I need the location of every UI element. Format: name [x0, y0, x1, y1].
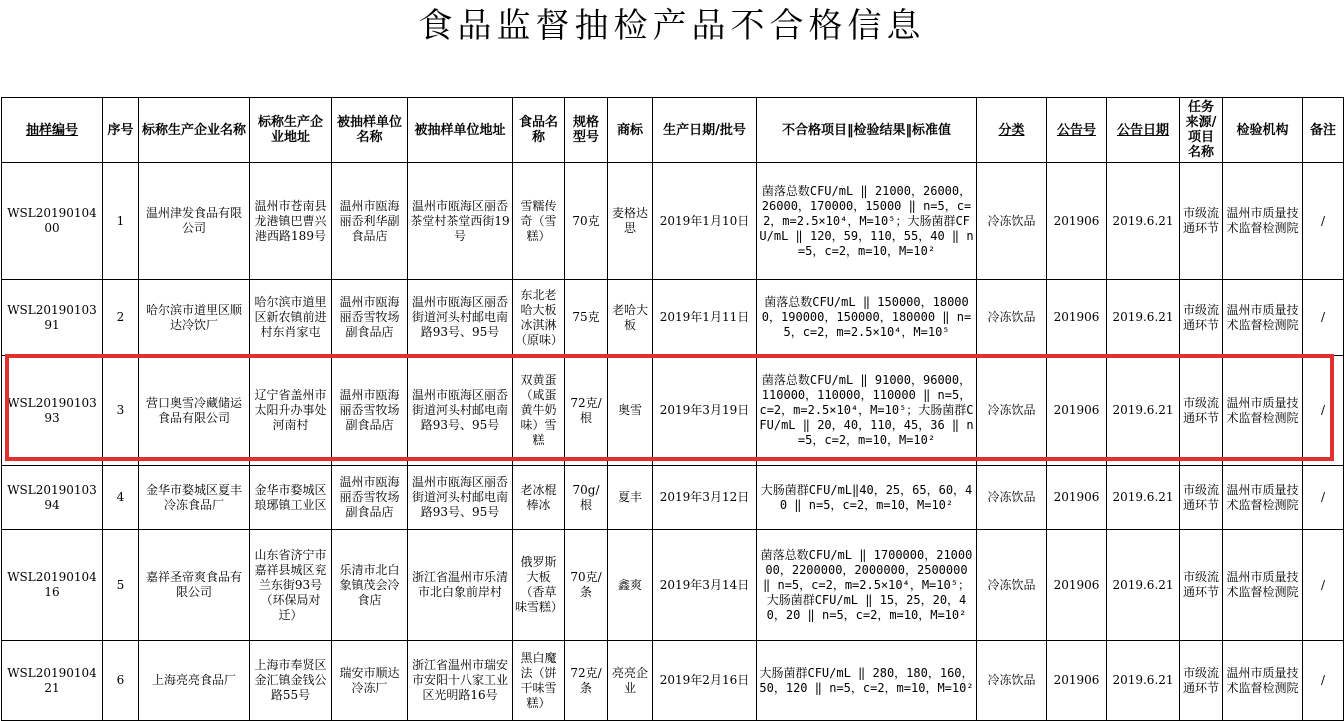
cell-inspector: 温州市质量技术监督检测院	[1223, 641, 1303, 721]
table-row	[2, 280, 1344, 356]
cell-sampled-address: 温州市瓯海区丽岙街道河头村邮电南路93号、95号	[408, 466, 513, 530]
cell-producer: 嘉祥圣帝爽食品有限公司	[139, 530, 250, 641]
cell-producer: 金华市婺城区夏丰冷冻食品厂	[139, 466, 250, 530]
cell-task-source: 市级流通环节	[1180, 530, 1223, 641]
cell-producer: 营口奥雪冷藏储运食品有限公司	[139, 356, 250, 466]
cell-notice-date: 2019.6.21	[1107, 356, 1180, 466]
cell-notice-no: 201906	[1047, 466, 1107, 530]
header-producer-address: 标称生产企业地址	[250, 98, 332, 163]
cell-notice-no: 201906	[1047, 163, 1107, 280]
cell-spec: 72克/条	[565, 641, 608, 721]
cell-food-name: 俄罗斯大板（香草味雪糕）	[513, 530, 565, 641]
cell-notice-date: 2019.6.21	[1107, 163, 1180, 280]
cell-sample-no: WSL2019010416	[2, 530, 103, 641]
cell-production-date: 2019年1月10日	[653, 163, 757, 280]
cell-sample-no: WSL2019010400	[2, 163, 103, 280]
header-sampled-unit: 被抽样单位名称	[332, 98, 408, 163]
cell-producer: 上海亮亮食品厂	[139, 641, 250, 721]
cell-index: 3	[103, 356, 139, 466]
cell-category: 冷冻饮品	[977, 466, 1047, 530]
cell-brand: 亮亮企业	[608, 641, 653, 721]
cell-sample-no: WSL2019010391	[2, 280, 103, 356]
header-inspector: 检验机构	[1223, 98, 1303, 163]
cell-producer: 温州津发食品有限公司	[139, 163, 250, 280]
header-notice-no: 公告号	[1047, 98, 1107, 163]
cell-spec: 72克/根	[565, 356, 608, 466]
cell-remark: /	[1303, 356, 1344, 466]
cell-nonconforming-items: 菌落总数CFU/mL ‖ 21000，26000，26000，170000，15000 ‖ n=5，c=2，m=2.5×10⁴，M=10⁵；大肠菌群CFU/mL ‖ 120，59，110，55，40 ‖ n=5，c=2，m=10，M=10²	[757, 163, 977, 280]
table-row	[2, 530, 1344, 641]
cell-brand: 老哈大板	[608, 280, 653, 356]
cell-producer: 哈尔滨市道里区顺达冷饮厂	[139, 280, 250, 356]
header-production-date: 生产日期/批号	[653, 98, 757, 163]
cell-sampled-unit: 乐清市北白象镇茂会冷食店	[332, 530, 408, 641]
cell-nonconforming-items: 菌落总数CFU/mL ‖ 150000，180000，190000，150000，180000 ‖ n=5，c=2，m=2.5×10⁴，M=10⁵	[757, 280, 977, 356]
header-sampled-address: 被抽样单位地址	[408, 98, 513, 163]
cell-notice-date: 2019.6.21	[1107, 466, 1180, 530]
cell-notice-date: 2019.6.21	[1107, 530, 1180, 641]
header-spec: 规格型号	[565, 98, 608, 163]
cell-spec: 70g/根	[565, 466, 608, 530]
cell-remark: /	[1303, 280, 1344, 356]
cell-sampled-unit: 温州市瓯海丽岙雪牧场副食品店	[332, 280, 408, 356]
cell-sample-no: WSL2019010394	[2, 466, 103, 530]
nonconforming-products-table	[1, 97, 1344, 721]
cell-brand: 奥雪	[608, 356, 653, 466]
header-category: 分类	[977, 98, 1047, 163]
cell-production-date: 2019年3月19日	[653, 356, 757, 466]
header-row	[2, 98, 1344, 163]
cell-brand: 鑫爽	[608, 530, 653, 641]
cell-nonconforming-items: 大肠菌群CFU/mL ‖ 280，180，160，50，120 ‖ n=5，c=2，m=10，M=10²	[757, 641, 977, 721]
cell-category: 冷冻饮品	[977, 356, 1047, 466]
cell-production-date: 2019年2月16日	[653, 641, 757, 721]
cell-category: 冷冻饮品	[977, 641, 1047, 721]
cell-production-date: 2019年3月14日	[653, 530, 757, 641]
header-food-name: 食品名称	[513, 98, 565, 163]
cell-task-source: 市级流通环节	[1180, 466, 1223, 530]
cell-notice-no: 201906	[1047, 356, 1107, 466]
cell-nonconforming-items: 菌落总数CFU/mL ‖ 91000，96000，110000，110000，110000 ‖ n=5，c=2，m=2.5×10⁴，M=10⁵；大肠菌群CFU/mL ‖ 20，40，110，45，36 ‖ n=5，c=2，m=10，M=10²	[757, 356, 977, 466]
cell-sample-no: WSL2019010421	[2, 641, 103, 721]
cell-remark: /	[1303, 163, 1344, 280]
cell-remark: /	[1303, 641, 1344, 721]
cell-category: 冷冻饮品	[977, 530, 1047, 641]
cell-brand: 夏丰	[608, 466, 653, 530]
cell-spec: 70克	[565, 163, 608, 280]
cell-category: 冷冻饮品	[977, 280, 1047, 356]
header-task-source: 任务来源/项目名称	[1180, 98, 1223, 163]
cell-remark: /	[1303, 466, 1344, 530]
cell-food-name: 双黄蛋（咸蛋黄牛奶味）雪糕	[513, 356, 565, 466]
cell-notice-no: 201906	[1047, 641, 1107, 721]
cell-brand: 麦格达思	[608, 163, 653, 280]
cell-nonconforming-items: 大肠菌群CFU/mL‖40，25，65，60，40 ‖ n=5，c=2，m=10，M=10²	[757, 466, 977, 530]
cell-index: 5	[103, 530, 139, 641]
table-row	[2, 641, 1344, 721]
header-sample-no: 抽样编号	[2, 98, 103, 163]
page-title: 食品监督抽检产品不合格信息	[418, 6, 926, 46]
cell-inspector: 温州市质量技术监督检测院	[1223, 280, 1303, 356]
cell-sampled-unit: 瑞安市顺达冷冻厂	[332, 641, 408, 721]
cell-production-date: 2019年3月12日	[653, 466, 757, 530]
cell-spec: 70克/条	[565, 530, 608, 641]
cell-sampled-unit: 温州市瓯海丽岙雪牧场副食品店	[332, 356, 408, 466]
cell-notice-date: 2019.6.21	[1107, 641, 1180, 721]
cell-producer-address: 哈尔滨市道里区新农镇前进村东肖家屯	[250, 280, 332, 356]
cell-sampled-address: 温州市瓯海区丽岙街道河头村邮电南路93号、95号	[408, 280, 513, 356]
header-nonconforming-items: 不合格项目‖检验结果‖标准值	[757, 98, 977, 163]
cell-index: 4	[103, 466, 139, 530]
cell-spec: 75克	[565, 280, 608, 356]
cell-sampled-address: 温州市瓯海区丽岙茶堂村茶堂西街19号	[408, 163, 513, 280]
header-brand: 商标	[608, 98, 653, 163]
cell-nonconforming-items: 菌落总数CFU/mL ‖ 1700000，2100000，2200000，2000000，2500000 ‖ n=5，c=2，m=2.5×10⁴，M=10⁵；大肠菌群CFU/mL ‖ 15，25，20，40，20 ‖ n=5，c=2，m=10，M=10²	[757, 530, 977, 641]
cell-task-source: 市级流通环节	[1180, 356, 1223, 466]
cell-production-date: 2019年1月11日	[653, 280, 757, 356]
cell-inspector: 温州市质量技术监督检测院	[1223, 466, 1303, 530]
cell-remark: /	[1303, 530, 1344, 641]
cell-producer-address: 上海市奉贤区金汇镇金钱公路55号	[250, 641, 332, 721]
cell-sampled-unit: 温州市瓯海丽岙利华副食品店	[332, 163, 408, 280]
header-remark: 备注	[1303, 98, 1344, 163]
cell-inspector: 温州市质量技术监督检测院	[1223, 530, 1303, 641]
header-index: 序号	[103, 98, 139, 163]
cell-producer-address: 山东省济宁市嘉祥县城区兖兰东街93号（环保局对迁）	[250, 530, 332, 641]
cell-food-name: 黑白魔法（饼干味雪糕）	[513, 641, 565, 721]
table-row	[2, 163, 1344, 280]
cell-sampled-address: 浙江省温州市乐清市北白象前岸村	[408, 530, 513, 641]
header-producer: 标称生产企业名称	[139, 98, 250, 163]
cell-food-name: 老冰棍棒冰	[513, 466, 565, 530]
cell-notice-no: 201906	[1047, 530, 1107, 641]
cell-sample-no: WSL2019010393	[2, 356, 103, 466]
cell-sampled-address: 温州市瓯海区丽岙街道河头村邮电南路93号、95号	[408, 356, 513, 466]
cell-sampled-address: 浙江省温州市瑞安市安阳十八家工业区光明路16号	[408, 641, 513, 721]
cell-food-name: 雪糯传奇（雪糕）	[513, 163, 565, 280]
cell-task-source: 市级流通环节	[1180, 641, 1223, 721]
cell-task-source: 市级流通环节	[1180, 163, 1223, 280]
table-row	[2, 466, 1344, 530]
cell-food-name: 东北老哈大板冰淇淋（原味）	[513, 280, 565, 356]
cell-producer-address: 温州市苍南县龙港镇巴曹兴港西路189号	[250, 163, 332, 280]
cell-inspector: 温州市质量技术监督检测院	[1223, 163, 1303, 280]
cell-inspector: 温州市质量技术监督检测院	[1223, 356, 1303, 466]
table-row	[2, 356, 1344, 466]
cell-producer-address: 金华市婺城区琅琊镇工业区	[250, 466, 332, 530]
cell-index: 2	[103, 280, 139, 356]
cell-index: 1	[103, 163, 139, 280]
cell-category: 冷冻饮品	[977, 163, 1047, 280]
cell-task-source: 市级流通环节	[1180, 280, 1223, 356]
cell-notice-date: 2019.6.21	[1107, 280, 1180, 356]
cell-index: 6	[103, 641, 139, 721]
cell-sampled-unit: 温州市瓯海丽岙雪牧场副食品店	[332, 466, 408, 530]
cell-notice-no: 201906	[1047, 280, 1107, 356]
cell-producer-address: 辽宁省盖州市太阳升办事处河南村	[250, 356, 332, 466]
header-notice-date: 公告日期	[1107, 98, 1180, 163]
